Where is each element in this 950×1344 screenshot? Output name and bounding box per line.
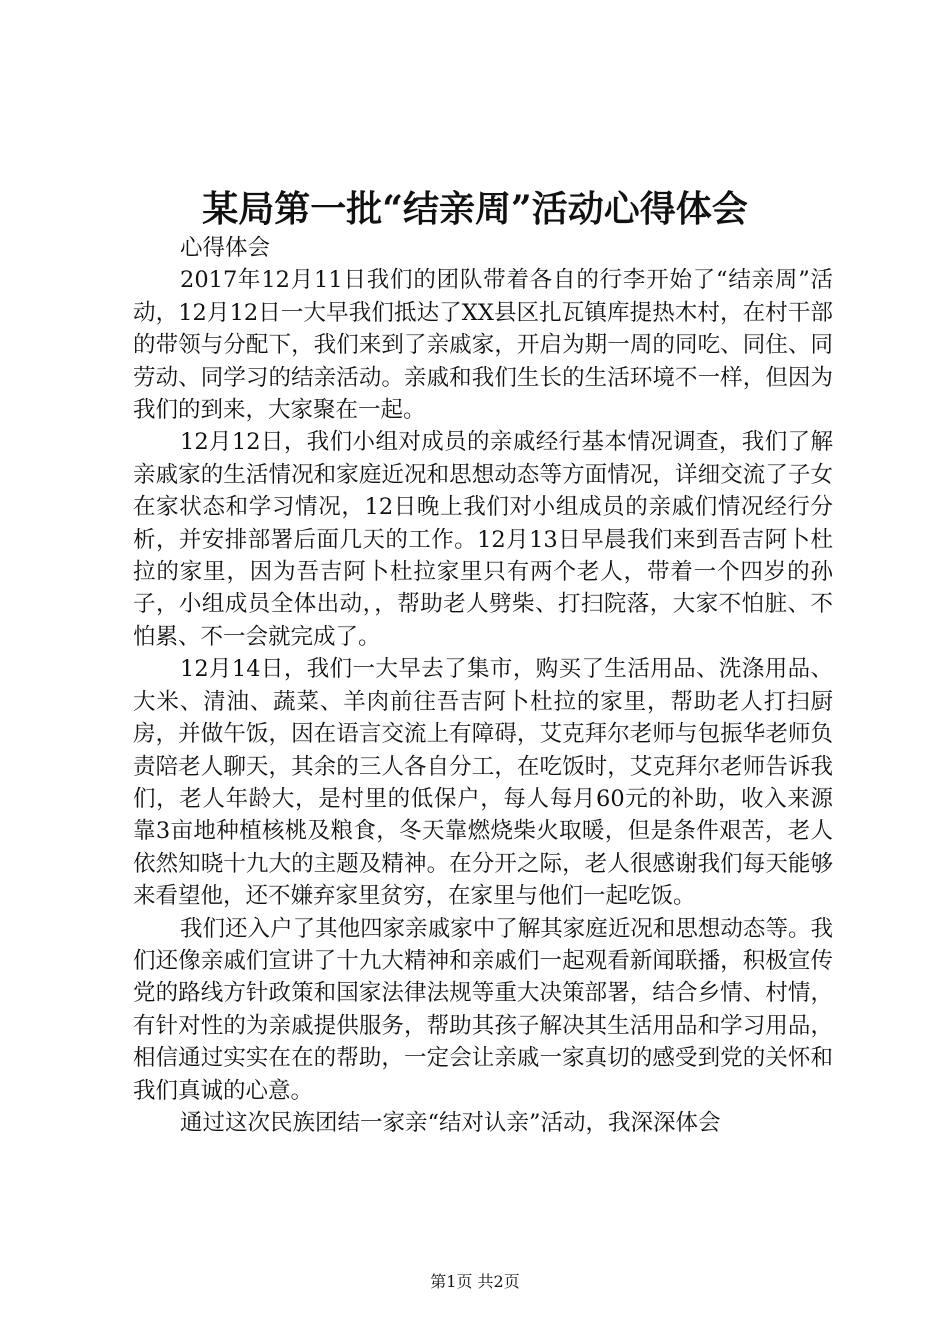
- paragraph: 我们还入户了其他四家亲戚家中了解其家庭近况和思想动态等。我们还像亲戚们宣讲了十九大精神和亲戚们一起观看新闻联播，积极宣传党的路线方针政策和国家法律法规等重大决策部署，结合乡情、村情，有针对性的为亲戚提供服务，帮助其孩子解决其生活用品和学习用品，相信通过实实在在的帮助，一定会让亲戚一家真切的感受到党的关怀和我们真诚的心意。: [133, 915, 833, 1104]
- document-body: [133, 232, 833, 1139]
- paragraph: 通过这次民族团结一家亲“结对认亲”活动，我深深体会: [180, 1109, 721, 1136]
- document-title: 某局第一批“结亲周”活动心得体会: [202, 188, 748, 230]
- paragraph: 12月12日，我们小组对成员的亲戚经行基本情况调查，我们了解亲戚家的生活情况和家庭近况和思想动态等方面情况，详细交流了子女在家状态和学习情况，12日晚上我们对小组成员的亲戚们情况经行分析，并安排部署后面几天的工作。12月13日早晨我们来到吾吉阿卜杜拉的家里，因为吾吉阿卜杜拉家里只有两个老人，带着一个四岁的孙子，小组成员全体出动，，帮助老人劈柴、打扫院落，大家不怕脏、不怕累、不一会就完成了。: [133, 429, 833, 650]
- paragraph: 12月14日，我们一大早去了集市，购买了生活用品、洗涤用品、大米、清油、蔬菜、羊肉前往吾吉阿卜杜拉的家里，帮助老人打扫厨房，并做午饭，因在语言交流上有障碍，艾克拜尔老师与包振华老师负责陪老人聊天，其余的三人各自分工，在吃饭时，艾克拜尔老师告诉我们，老人年龄大，是村里的低保户，每人每月60元的补助，收入来源靠3亩地种植核桃及粮食，冬天靠燃烧柴火取暖，但是条件艰苦，老人依然知晓十九大的主题及精神。在分开之际，老人很感谢我们每天能够来看望他，还不嫌弃家里贫穷，在家里与他们一起吃饭。: [133, 656, 833, 910]
- paragraph: 2017年12月11日我们的团队带着各自的行李开始了“结亲周”活动，12月12日一大早我们抵达了XX县区扎瓦镇库提热木村，在村干部的带领与分配下，我们来到了亲戚家，开启为期一周的同吃、同住、同劳动、同学习的结亲活动。亲戚和我们生长的生活环境不一样，但因为我们的到来，大家聚在一起。: [133, 267, 833, 424]
- paragraph-heading: 心得体会: [180, 235, 271, 261]
- page-footer: 第1页 共2页: [430, 1272, 520, 1291]
